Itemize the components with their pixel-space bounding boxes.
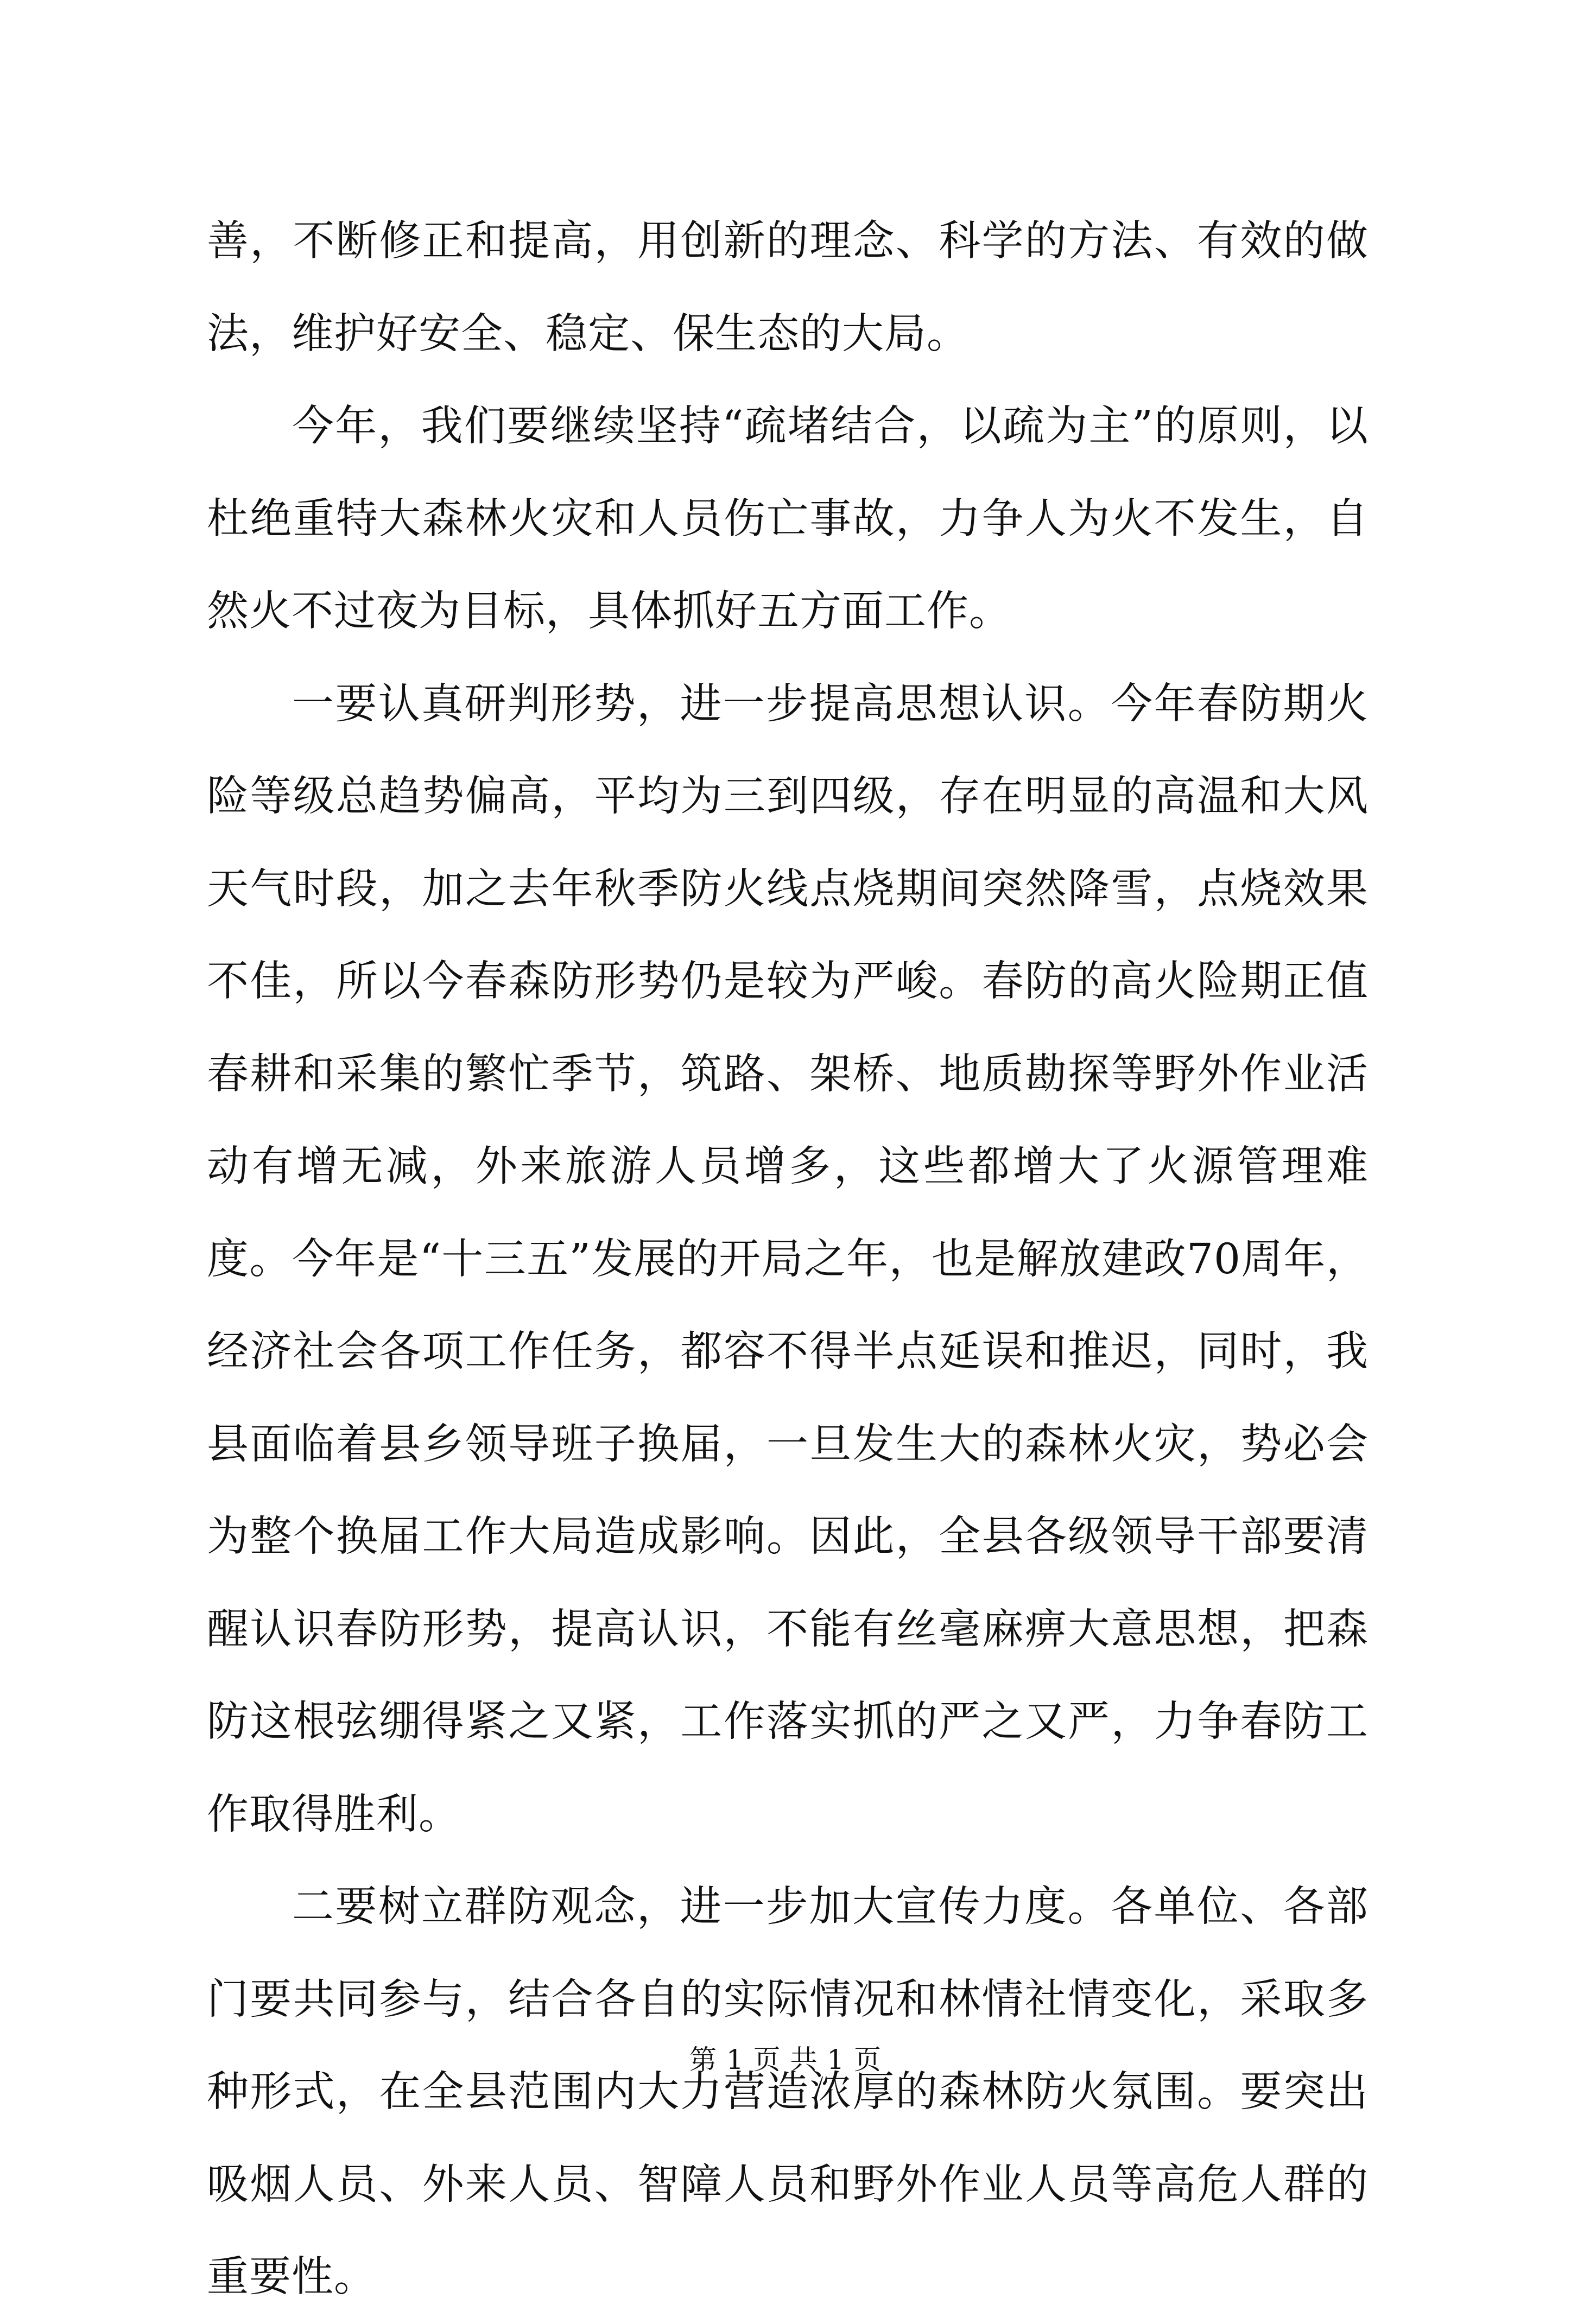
paragraph-4: 二要树立群防观念，进一步加大宣传力度。各单位、各部门要共同参与，结合各自的实际情况和林情社情变化，采取多种形式，在全县范围内大力营造浓厚的森林防火氛围。要突出吸烟人员、外来人员、智障人员和野外作业人员等高危人群的重要性。	[207, 1883, 1369, 2301]
paragraph-2: 今年，我们要继续坚持“疏堵结合，以疏为主”的原则，以杜绝重特大森林火灾和人员伤亡事故，力争人为火不发生，自然火不过夜为目标，具体抓好五方面工作。	[207, 402, 1369, 636]
paragraph-1: 善，不断修正和提高，用创新的理念、科学的方法、有效的做法，维护好安全、稳定、保生态的大局。	[207, 217, 1369, 358]
document-body	[207, 195, 1369, 2324]
page-footer: 第 1 页 共 1 页	[689, 2044, 882, 2075]
paragraph-3: 一要认真研判形势，进一步提高思想认识。今年春防期火险等级总趋势偏高，平均为三到四级，存在明显的高温和大风天气时段，加之去年秋季防火线点烧期间突然降雪，点烧效果不佳，所以今春森防形势仍是较为严峻。春防的高火险期正值春耕和采集的繁忙季节，筑路、架桥、地质勘探等野外作业活动有增无减，外来旅游人员增多，这些都增大了火源管理难度。今年是“十三五”发展的开局之年，也是解放建政70周年，经济社会各项工作任务，都容不得半点延误和推迟，同时，我县面临着县乡领导班子换届，一旦发生大的森林火灾，势必会为整个换届工作大局造成影响。因此，全县各级领导干部要清醒认识春防形势，提高认识，不能有丝毫麻痹大意思想，把森防这根弦绷得紧之又紧，工作落实抓的严之又严，力争春防工作取得胜利。	[207, 680, 1369, 1839]
